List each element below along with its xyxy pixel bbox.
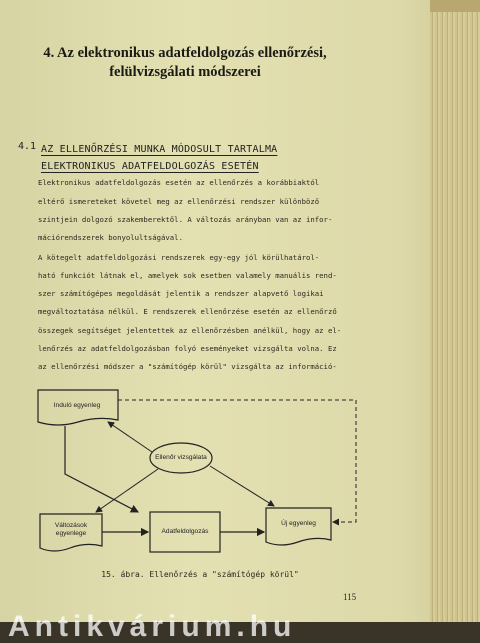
flow-diagram: [30, 382, 375, 572]
body-line: eltérő ismereteket követel meg az ellenőrzési rendszer különböző: [38, 197, 320, 206]
page-number: 115: [343, 592, 357, 602]
section-number: 4.1: [18, 141, 37, 152]
chapter-title-line1: 4. Az elektronikus adatfeldolgozás ellenőrzési,: [43, 45, 327, 61]
watermark: Antikvárium.hu: [8, 610, 297, 643]
processing-label: Adatfeldolgozás: [161, 528, 209, 535]
body-line: szintjein dolgozó szakemberektől. A változás arányban van az infor-: [38, 215, 333, 224]
section-title-line1: AZ ELLENŐRZÉSI MUNKA MÓDOSULT TARTALMA: [41, 144, 278, 155]
chapter-title-line2: felülvizsgálati módszerei: [109, 64, 261, 80]
new-balance-label: Új egyenleg: [281, 520, 316, 527]
body-line: megváltoztatása nélkül. E rendszerek ellenőrzése esetén az ellenőrző: [38, 307, 337, 316]
flow-diagram-lines: [30, 382, 375, 572]
audit-label: Ellenőr vizsgálata: [155, 454, 207, 461]
body-line: szer számítógépes megoldását jelentik a rendszer alapvető logikai: [38, 289, 324, 298]
chapter-title: [40, 44, 330, 82]
section-title: [41, 141, 301, 175]
body-line: lenőrzés az adatfeldolgozásban folyó eseményeket vizsgálta volna. Ez: [38, 344, 337, 353]
changes-label-line1: Változások: [54, 522, 88, 529]
body-line: mációrendszerek bonyolultságával.: [38, 233, 183, 242]
arrow-audit-to-initial: [108, 422, 152, 452]
section-title-line2: ELEKTRONIKUS ADATFELDOLGOZÁS ESETÉN: [41, 161, 259, 172]
changes-label: [40, 522, 102, 538]
body-line: A kötegelt adatfeldolgozási rendszerek egy-egy jól körülhatárol-: [38, 253, 320, 262]
initial-balance-label: Induló egyenleg: [53, 402, 101, 409]
page-edges-top: [430, 0, 480, 12]
page-edges: [430, 0, 480, 622]
body-line: összegek segítséget jelentettek az ellenőrzésben anélkül, hogy az el-: [38, 326, 342, 335]
body-line: Elektronikus adatfeldolgozás esetén az ellenőrzés a korábbiaktól: [38, 178, 320, 187]
body-line: az ellenőrzési módszer a "számítógép körül" vizsgálta az információ-: [38, 362, 337, 371]
changes-label-line2: egyenlege: [55, 530, 87, 537]
body-line: ható funkciót látnak el, amelyek sok esetben valamely manuális rend-: [38, 271, 337, 280]
arrow-audit-to-new: [210, 466, 274, 506]
arrow-initial-to-processing: [65, 426, 138, 512]
arrow-audit-to-changes: [96, 469, 158, 512]
figure-caption: 15. ábra. Ellenőrzés a "számítógép körül": [101, 570, 299, 579]
